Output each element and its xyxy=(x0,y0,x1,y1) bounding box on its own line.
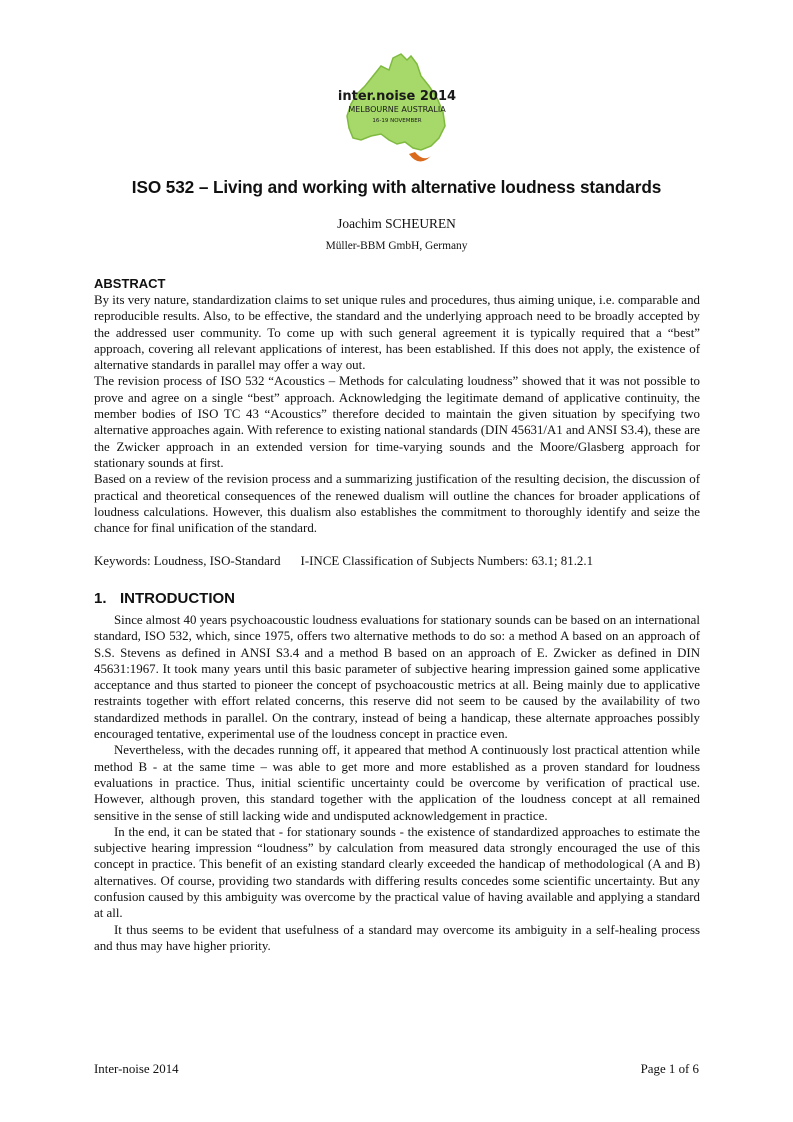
boomerang-icon xyxy=(409,152,431,162)
author-name: Joachim SCHEUREN xyxy=(337,216,456,231)
abstract-heading: ABSTRACT xyxy=(94,276,166,291)
classification-text: I-INCE Classification of Subjects Numbers: 63.1; 81.2.1 xyxy=(300,554,594,568)
svg-text:inter.noise 2014: inter.noise 2014 xyxy=(337,89,457,104)
section-title: INTRODUCTION xyxy=(120,590,235,607)
svg-text:MELBOURNE AUSTRALIA: MELBOURNE AUSTRALIA xyxy=(348,105,446,114)
keywords-line xyxy=(94,554,700,569)
footer-conference: Inter-noise 2014 xyxy=(94,1062,179,1076)
footer-page-number: Page 1 of 6 xyxy=(640,1062,699,1076)
section-number: 1. xyxy=(94,590,107,607)
abstract-paragraph: Based on a review of the revision process and a summarizing justification of the resulting decision, the discussion of practical and theoretical consequences of the renewed dualism will outline the chances for broader applications of loudness calculations. However, this dualism also establishes the commitment to thoroughly identify and seize the chance for final unification of the standard. xyxy=(94,472,700,536)
introduction-body xyxy=(94,612,700,954)
intro-paragraph: Since almost 40 years psychoacoustic loudness evaluations for stationary sounds can be based on an international standard, ISO 532, which, since 1975, offers two alternative methods to do so: a method A based on an approach of S.S. Stevens as defined in ANSI S3.4 and a method B based on an approach of E. Zwicker as defined in DIN 45631:1967. It took many years until this basic parameter of subjective hearing impression gained some applicative acceptance and thus started to pioneer the concept of psychoacoustic metrics at all. Being mainly due to applicative restraints together with effort related concerns, this reserve did not seem to be caused by the availability of two standardized methods in parallel. On the contrary, instead of being a handicap, these alternate approaches possibly encouraged tentative, experimental use of the loudness concept in practice even. xyxy=(94,613,700,742)
intro-paragraph: In the end, it can be stated that - for stationary sounds - the existence of standardized approaches to estimate the subjective hearing impression “loudness” by calculation from measured data strongly encouraged the use of this concept in practice. This benefit of an existing standard clearly exceeded the handicap of methodological (A and B) alternatives. Of course, providing two standards with differing results concedes some scientific uncertainty. But any confusion caused by this ambiguity was overcome by the practical value of having available and applying a standard at all. xyxy=(94,824,700,921)
abstract-paragraph: The revision process of ISO 532 “Acoustics – Methods for calculating loudness” showed that it was not possible to prove and agree on a single “best” approach. Acknowledging the legitimate demand of applicative continuity, the member bodies of ISO TC 43 “Acoustics” therefore decided to maintain the given situation by specifying two alternative approaches again. With reference to existing national standards (DIN 45631/A1 and ANSI S3.4), these are the Zwicker approach in an extended version for time-varying sounds and the Moore/Glasberg approach for stationary sounds at first. xyxy=(94,374,700,470)
abstract-body xyxy=(94,292,700,536)
author-affiliation: Müller-BBM GmbH, Germany xyxy=(325,240,468,252)
conference-logo xyxy=(333,46,461,174)
svg-text:16-19 NOVEMBER: 16-19 NOVEMBER xyxy=(372,118,422,124)
intro-paragraph: Nevertheless, with the decades running off, it appeared that method A continuously lost practical attention while method B - at the same time – was able to get more and more established as a proven standard for loudness evaluations in practice. Thus, initial scientific uncertainty could be overcome by verification of practical use. However, although proven, this standard together with the application of the loudness concept at all remained sensitive in the sense of still lacking wide and undisputed acknowledgement in practice. xyxy=(94,743,700,823)
abstract-paragraph: By its very nature, standardization claims to set unique rules and procedures, thus aiming unique, i.e. comparable and reproducible results. Also, to be effective, the standard and the underlying approach need to be broadly accepted by the addressed user community. To come up with such general agreement it is typically required that a “best” approach, covering all relevant applications of interest, has been established. If this does not apply, the existence of alternative standards in parallel may offer a way out. xyxy=(94,293,700,373)
intro-paragraph: It thus seems to be evident that usefulness of a standard may overcome its ambiguity in a self-healing process and thus may have higher priority. xyxy=(94,922,700,953)
australia-map-icon xyxy=(333,46,461,174)
keywords-text: Keywords: Loudness, ISO-Standard xyxy=(94,554,281,568)
paper-title: ISO 532 – Living and working with alternative loudness standards xyxy=(131,177,662,197)
section-heading-introduction xyxy=(94,590,235,607)
